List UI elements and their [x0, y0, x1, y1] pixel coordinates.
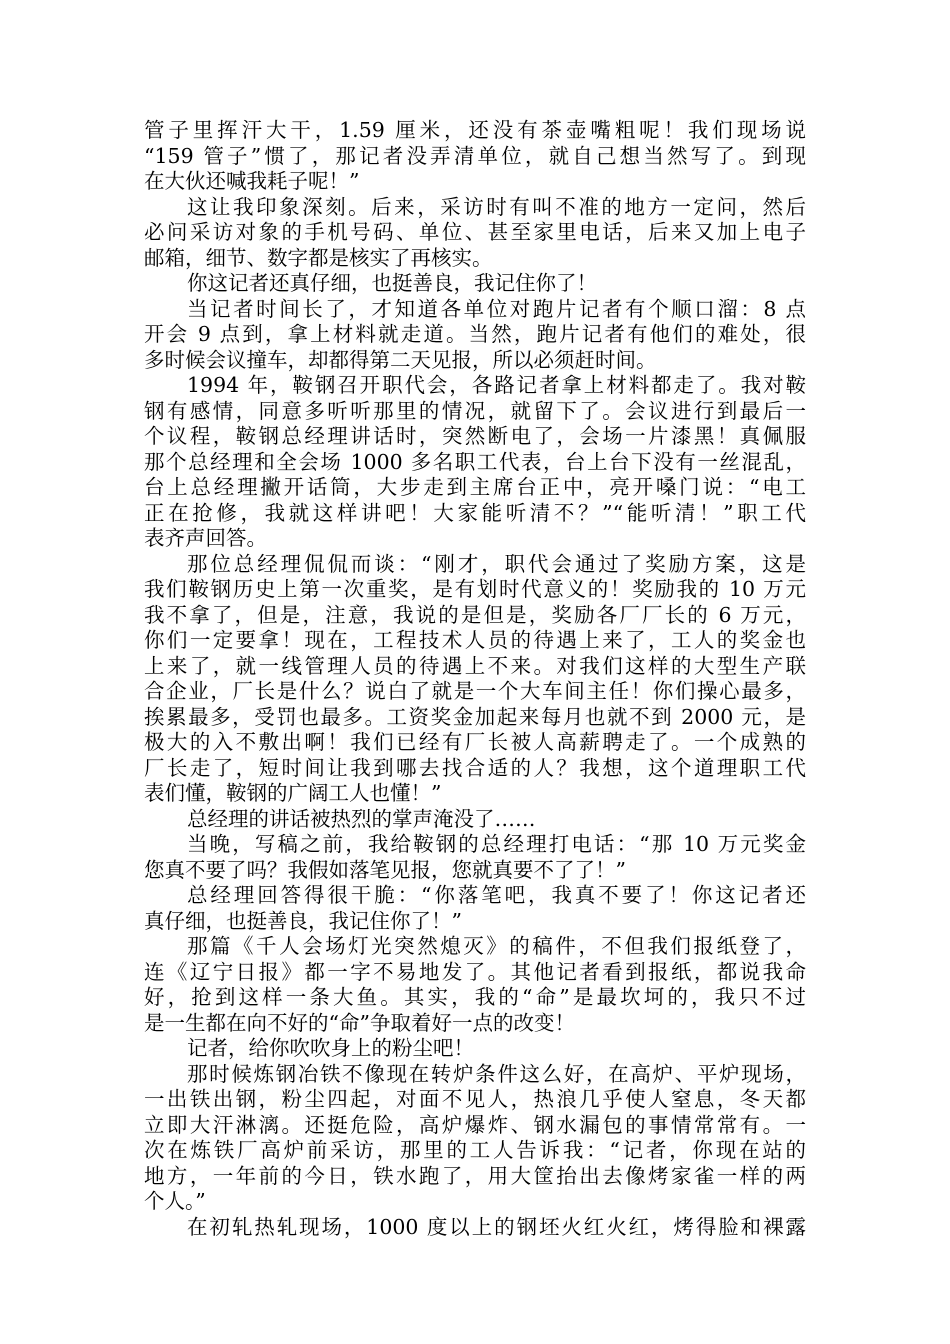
text-line: “159 管子”惯了，那记者没弄清单位，就自己想当然写了。到现: [144, 143, 806, 168]
text-line: 那位总经理侃侃而谈：“刚才，职代会通过了奖励方案，这是: [187, 551, 806, 576]
text-line: 挨累最多，受罚也最多。工资奖金加起来每月也就不到 2000 元，是: [144, 704, 806, 729]
text-line: 立即大汗淋漓。还挺危险，高炉爆炸、钢水漏包的事情常常有。一: [144, 1112, 806, 1137]
text-line: 钢有感情，同意多听听那里的情况，就留下了。会议进行到最后一: [144, 398, 806, 423]
text-line: 极大的入不敷出啊！我们已经有厂长被人高薪聘走了。一个成熟的: [144, 730, 806, 754]
text-line: 当晚，写稿之前，我给鞍钢的总经理打电话：“那 10 万元奖金: [187, 832, 806, 856]
text-line: 我们鞍钢历史上第一次重奖，是有划时代意义的！奖励我的 10 万元: [144, 577, 806, 601]
paragraph: [144, 195, 806, 272]
text-line: 我不拿了，但是，注意，我说的是但是，奖励各厂厂长的 6 万元，: [144, 602, 806, 627]
text-line: 邮箱，细节、数字都是核实了再核实。: [144, 245, 493, 270]
text-line: 记者，给你吹吹身上的粉尘吧！: [187, 1036, 474, 1060]
text-line: 个人。”: [144, 1189, 206, 1213]
text-line: 次在炼铁厂高炉前采访，那里的工人告诉我：“记者，你现在站的: [144, 1138, 806, 1162]
paragraph: [144, 883, 806, 934]
text-line: 1994 年，鞍钢召开职代会，各路记者拿上材料都走了。我对鞍: [187, 373, 806, 397]
paragraph: [144, 934, 806, 1036]
document-page: [144, 118, 806, 1240]
text-line: 这让我印象深刻。后来，采访时有叫不准的地方一定问，然后: [187, 194, 806, 219]
text-line: 是一生都在向不好的“命”争取着好一点的改变！: [144, 1010, 575, 1035]
paragraph: [144, 118, 806, 195]
text-line: 厂长走了，短时间让我到哪去找合适的人？我想，这个道理职工代: [144, 755, 806, 780]
text-line: 好，抢到这样一条大鱼。其实，我的“命”是最坎坷的，我只不过: [144, 985, 806, 1009]
text-line: 总经理回答得很干脆：“你落笔吧，我真不要了！你这记者还: [187, 883, 806, 907]
text-line: 台上总经理撇开话筒，大步走到主席台正中，亮开嗓门说：“电工: [144, 475, 806, 499]
paragraph: [144, 297, 806, 374]
text-line: 上来了，就一线管理人员的待遇上不来。对我们这样的大型生产联: [144, 653, 806, 678]
paragraph: [144, 1215, 806, 1241]
text-line: 当记者时间长了，才知道各单位对跑片记者有个顺口溜：8 点: [187, 296, 806, 321]
paragraph: [144, 1036, 806, 1062]
text-line: 您真不要了吗？我假如落笔见报，您就真要不了了！”: [144, 857, 626, 882]
paragraph: [144, 552, 806, 807]
text-line: 那篇《千人会场灯光突然熄灭》的稿件，不但我们报纸登了，: [187, 934, 806, 958]
paragraph: [144, 832, 806, 883]
text-line: 一出铁出钢，粉尘四起，对面不见人，热浪几乎使人窒息，冬天都: [144, 1087, 806, 1111]
text-line: 在初轧热轧现场，1000 度以上的钢坯火红火红，烤得脸和裸露: [187, 1214, 806, 1239]
text-line: 表齐声回答。: [144, 526, 267, 550]
text-line: 那时候炼钢冶铁不像现在转炉条件这么好，在高炉、平炉现场，: [187, 1061, 806, 1086]
paragraph: [144, 1062, 806, 1215]
text-line: 总经理的讲话被热烈的掌声淹没了……: [187, 806, 536, 831]
paragraph: [144, 271, 806, 297]
text-line: 合企业，厂长是什么？说白了就是一个大车间主任！你们操心最多，: [144, 679, 806, 703]
text-line: 在大伙还喊我耗子呢！”: [144, 169, 360, 193]
text-line: 连《辽宁日报》都一字不易地发了。其他记者看到报纸，都说我命: [144, 959, 806, 984]
text-line: 必问采访对象的手机号码、单位、甚至家里电话，后来又加上电子: [144, 220, 806, 244]
text-line: 地方，一年前的今日，铁水跑了，用大筐抬出去像烤家雀一样的两: [144, 1163, 806, 1188]
text-line: 正在抢修，我就这样讲吧！大家能听清不？”“能听清！”职工代: [144, 500, 806, 525]
text-line: 个议程，鞍钢总经理讲话时，突然断电了，会场一片漆黑！真佩服: [144, 424, 806, 448]
text-line: 表们懂，鞍钢的广阔工人也懂！”: [144, 781, 442, 805]
paragraph: [144, 373, 806, 552]
text-line: 管子里挥汗大干，1.59 厘米，还没有茶壶嘴粗呢！我们现场说: [144, 118, 806, 142]
text-line: 真仔细，也挺善良，我记住你了！”: [144, 908, 462, 933]
text-line: 开会 9 点到，拿上材料就走道。当然，跑片记者有他们的难处，很: [144, 322, 806, 346]
paragraph: [144, 807, 806, 833]
text-line: 你们一定要拿！现在，工程技术人员的待遇上来了，工人的奖金也: [144, 628, 806, 652]
text-line: 你这记者还真仔细，也挺善良，我记住你了！: [187, 271, 597, 295]
text-line: 那个总经理和全会场 1000 多名职工代表，台上台下没有一丝混乱，: [144, 449, 806, 474]
text-line: 多时候会议撞车，却都得第二天见报，所以必须赶时间。: [144, 347, 657, 372]
